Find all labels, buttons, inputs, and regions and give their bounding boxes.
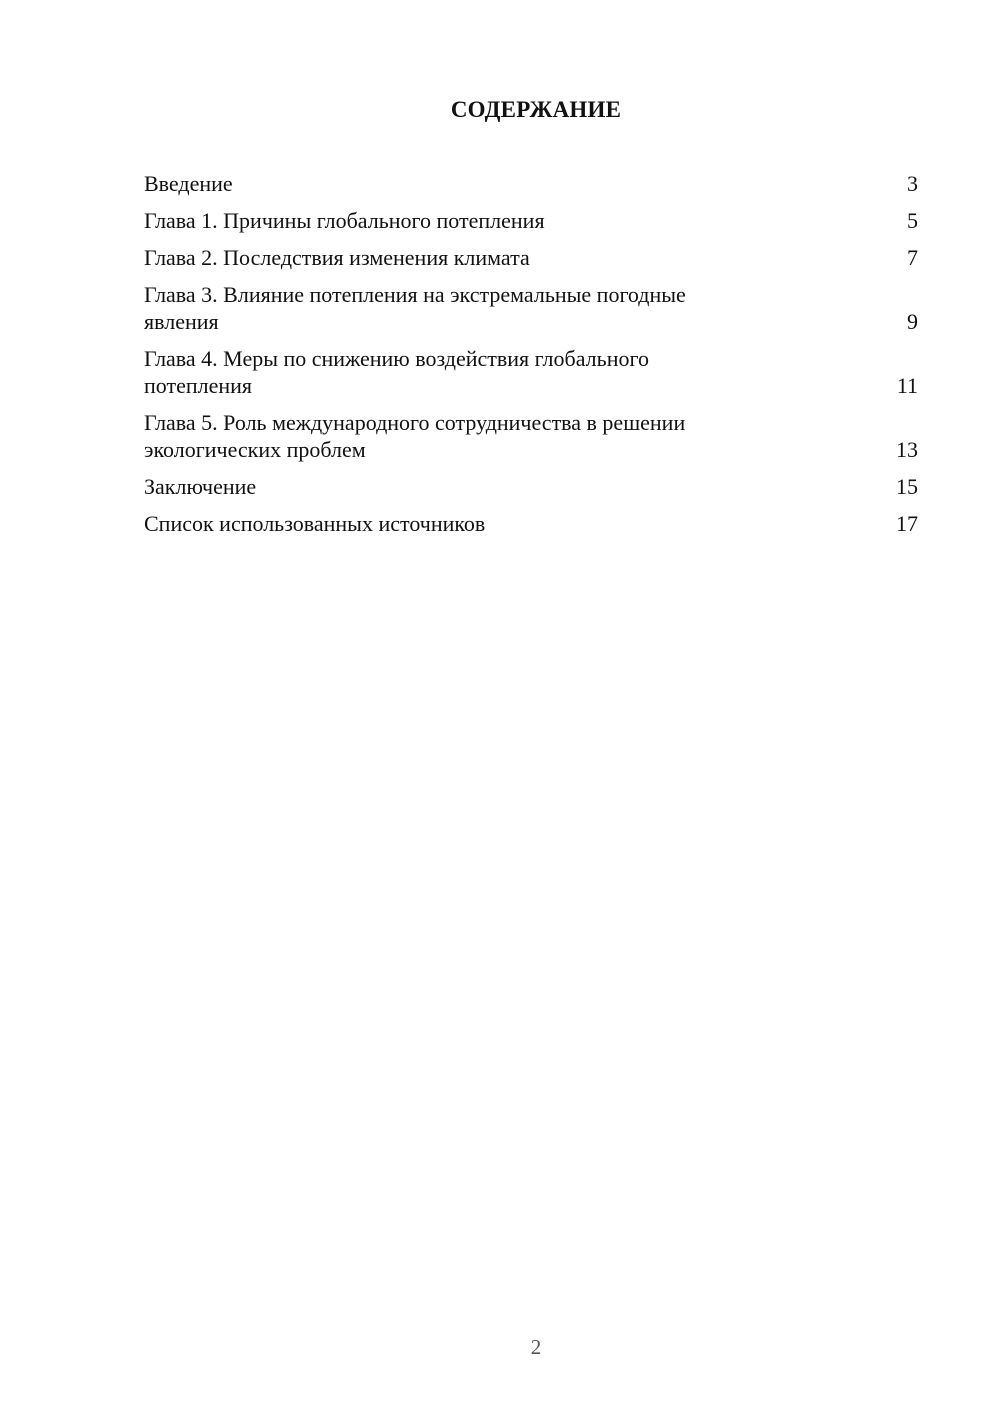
toc-entry-title [144,345,784,399]
toc-entry-page: 5 [907,208,918,233]
toc-entry-title-line: Глава 4. Меры по снижению воздействия глобального [144,346,649,371]
toc-entry-title-line: Глава 5. Роль международного сотрудничества в решении [144,410,686,435]
toc-entry-title: Список использованных источников [144,511,486,536]
toc-entry-references[interactable] [144,510,918,537]
toc-entry-title [144,409,784,463]
toc-entry-page: 17 [896,511,918,536]
toc-entry-page: 13 [896,437,918,462]
toc-entry-title: Заключение [144,474,257,499]
table-of-contents [144,170,918,547]
toc-entry-conclusion[interactable] [144,473,918,500]
toc-entry-title: Глава 1. Причины глобального потепления [144,208,545,233]
toc-entry-chapter-5[interactable] [144,409,918,463]
toc-entry-page: 7 [907,245,918,270]
toc-entry-title-line: экологических проблем [144,437,366,462]
toc-entry-chapter-4[interactable] [144,345,918,399]
toc-entry-title: Глава 2. Последствия изменения климата [144,245,530,270]
toc-entry-introduction[interactable] [144,170,918,197]
toc-entry-title-line: явления [144,309,219,334]
toc-entry-page: 11 [896,373,918,398]
toc-entry-chapter-2[interactable] [144,244,918,271]
page-title: СОДЕРЖАНИЕ [450,97,622,122]
toc-entry-page: 9 [907,309,918,334]
toc-entry-title-line: потепления [144,373,253,398]
toc-entry-title: Введение [144,171,233,196]
toc-entry-page: 15 [896,474,918,499]
toc-entry-chapter-1[interactable] [144,207,918,234]
toc-entry-title [144,281,784,335]
toc-entry-chapter-3[interactable] [144,281,918,335]
page-number: 2 [530,1335,542,1359]
toc-entry-title-line: Глава 3. Влияние потепления на экстремальные погодные [144,282,686,307]
toc-entry-page: 3 [907,171,918,196]
